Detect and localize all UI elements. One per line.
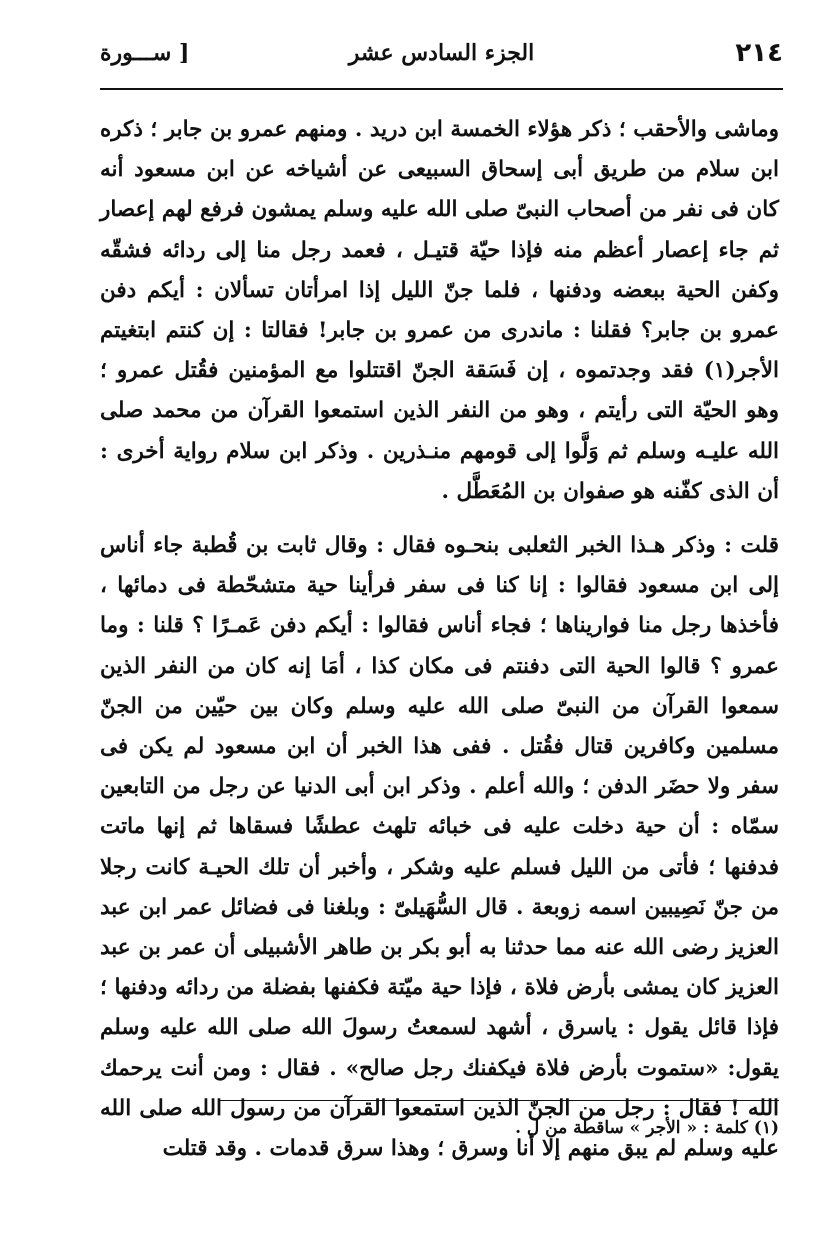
running-title: الجزء السادس عشر bbox=[348, 40, 535, 66]
footnote-rule bbox=[219, 1100, 779, 1101]
paragraph-2: قلت : وذكر هـذا الخبر الثعلبى بنحـوه فقال : وقال ثابت بن قُطبة جاء أناس إلى ابن مسعود فقالوا : إنا كنا فى سفر فرأينا حية متشحّطة فى دمائها ، فأخذها رجل منا فواريناها ؛ فجاء أناس فقالوا : أيكم دفن عَمـرًا ؟ قلنا : وما عمرو ؟ قالوا الحية التى دفنتم فى مكان كذا ، أمَا إنه كان من النفر الذين سمعوا القرآن من النبىّ صلى الله عليه وسلم وكان بين حيّين من الجنّ مسلمين وكافرين قتال فقُتل . ففى هذا الخبر أن ابن مسعود لم يكن فى سفر ولا حضَر الدفن ؛ والله أعلم . وذكر ابن أبى الدنيا عن رجل من التابعين سمّاه : أن حية دخلت عليه فى خبائه تلهث عطشًا فسقاها ثم إنها ماتت فدفنها ؛ فأتى من الليل فسلم عليه وشكر ، وأخبر أن تلك الحيـة كانت رجلا من جنّ نَصِيبين اسمه زوبعة . قال السُّهَيلىّ : وبلغنا فى فضائل عمر ابن عبد العزيز رضى الله عنه مما حدثنا به أبو بكر بن طاهر الأشبيلى أن عمر بن عبد العزيز كان يمشى بأرض فلاة ، فإذا حية ميّتة فكفنها بفضلة من ردائه ودفنها ؛ فإذا قائل يقول : ياسرق ، أشهد لسمعتُ رسولَ الله صلى الله عليه وسلم يقول: «ستموت بأرض فلاة فيكفنك رجل صالح» . فقال : ومن أنت يرحمك الله ! فقال : رجل من الجنّ الذين استمعوا القرآن من رسول الله صلى الله عليه وسلم لم يبق منهم إلا أنا وسرق ؛ وهذا سرق قدمات . وقد قتلت bbox=[100, 533, 779, 1162]
footnote: (١) كلمة : « الأجر » ساقطة من ل . bbox=[515, 1118, 779, 1138]
page-body bbox=[100, 110, 779, 1169]
page-number: ٢١٤ bbox=[735, 38, 783, 68]
surah-label: [ ســـورة bbox=[100, 40, 190, 66]
page-header bbox=[100, 34, 783, 90]
paragraph-1: وماشى والأحقب ؛ ذكر هؤلاء الخمسة ابن دريد . ومنهم عمرو بن جابر ؛ ذكره ابن سلام من طريق أبى إسحاق السبيعى عن أشياخه عن ابن مسعود أنه كان فى نفر من أصحاب النبىّ صلى الله عليه وسلم يمشون فرفع لهم إعصار ثم جاء إعصار أعظم منه فإذا حيّة قتيـل ، فعمد رجل منا إلى ردائه فشقّه وكفن الحية ببعضه ودفنها ، فلما جنّ الليل إذا امرأتان تسألان : أيكم دفن عمرو بن جابر؟ فقلنا : ماندرى من عمرو بن جابر! فقالتا : إن كنتم ابتغيتم الأجر(١) فقد وجدتموه ، إن فَسَقة الجنّ اقتتلوا مع المؤمنين فقُتل عمرو ؛ وهو الحيّة التى رأيتم ، وهو من النفر الذين استمعوا القرآن من محمد صلى الله عليـه وسلم ثم وَلَّوا إلى قومهم منـذرين . وذكر ابن سلام رواية أخرى : أن الذى كفّنه هو صفوان بن المُعَطَّل . bbox=[100, 117, 779, 504]
header-rule bbox=[100, 88, 783, 90]
